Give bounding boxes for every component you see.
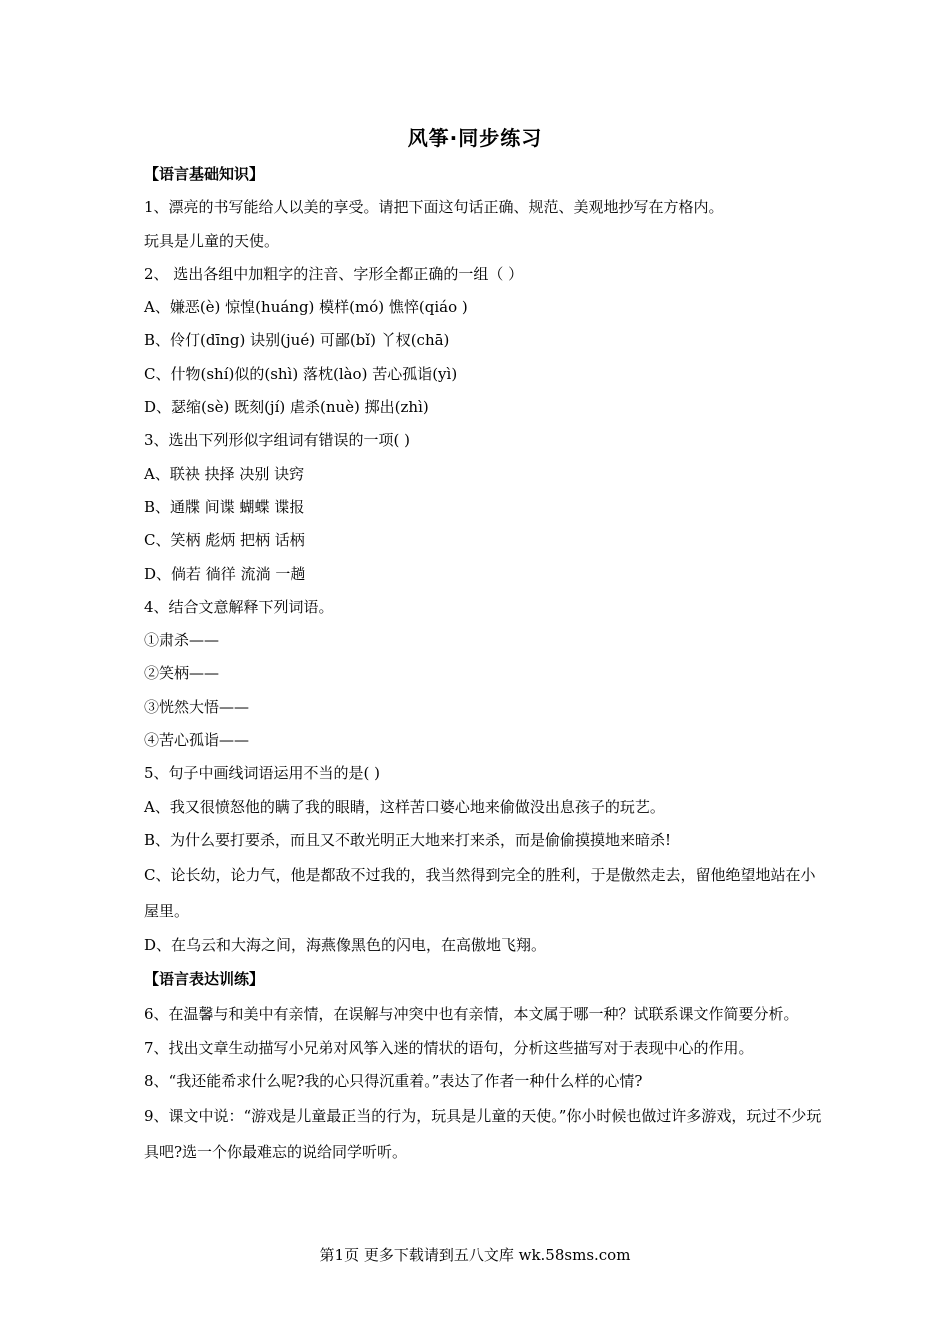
question-6: 6、在温馨与和美中有亲情，在误解与冲突中也有亲情，本文属于哪一种？试联系课文作简要分析。: [144, 1004, 799, 1023]
question-5-option-b: B、为什么要打要杀，而且又不敢光明正大地来打来杀，而是偷偷摸摸地来暗杀!: [144, 830, 672, 849]
document-body: [144, 158, 824, 1170]
question-2-option-c: C、什物(shí)似的(shì) 落枕(lào) 苦心孤诣(yì): [144, 364, 458, 383]
question-1-text: 玩具是儿童的天使。: [144, 231, 280, 250]
section-heading-expression: 【语言表达训练】: [144, 969, 265, 988]
question-4-item-2: ②笑柄——: [144, 664, 220, 683]
question-7: 7、找出文章生动描写小兄弟对风筝入迷的情状的语句，分析这些描写对于表现中心的作用。: [144, 1038, 754, 1057]
question-5: 5、句子中画线词语运用不当的是( ): [144, 764, 381, 783]
question-5-option-a: A、我又很愤怒他的瞒了我的眼睛，这样苦口婆心地来偷做没出息孩子的玩艺。: [144, 797, 665, 816]
question-3-option-a: A、联袂 抉择 决别 诀窍: [144, 464, 305, 483]
question-3-option-d: D、倘若 徜徉 流淌 一趟: [144, 564, 306, 583]
page-footer: 第1页 更多下载请到五八文库 wk.58sms.com: [319, 1246, 631, 1264]
question-4-item-4: ④苦心孤诣——: [144, 731, 250, 750]
question-1: 1、漂亮的书写能给人以美的享受。请把下面这句话正确、规范、美观地抄写在方格内。: [144, 198, 724, 217]
question-5-option-c: C、论长幼，论力气，他是都敌不过我的，我当然得到完全的胜利，于是傲然走去，留他绝望地站在小屋里。: [144, 866, 816, 921]
question-3-option-b: B、通牒 间谍 蝴蝶 谍报: [144, 497, 305, 516]
question-8: 8、“我还能希求什么呢?我的心只得沉重着。”表达了作者一种什么样的心情?: [144, 1072, 643, 1091]
question-5-option-d: D、在乌云和大海之间，海燕像黑色的闪电，在高傲地飞翔。: [144, 936, 547, 955]
question-3-option-c: C、笑柄 彪炳 把柄 话柄: [144, 531, 305, 550]
question-2-option-b: B、伶仃(dīng) 诀别(jué) 可鄙(bǐ) 丫杈(chā): [144, 331, 450, 350]
question-4-item-3: ③恍然大悟——: [144, 697, 250, 716]
question-9: 9、课文中说：“游戏是儿童最正当的行为，玩具是儿童的天使。”你小时候也做过许多游戏，玩过不少玩具吧?选一个你最难忘的说给同学听听。: [144, 1107, 822, 1162]
question-4: 4、结合文意解释下列词语。: [144, 597, 334, 616]
question-2-option-d: D、瑟缩(sè) 既刻(jí) 虐杀(nuè) 掷出(zhì): [144, 398, 429, 417]
section-heading-basic: 【语言基础知识】: [144, 165, 265, 183]
question-3: 3、选出下列形似字组词有错误的一项( ): [144, 431, 411, 450]
question-4-item-1: ①肃杀——: [144, 631, 220, 650]
question-2: 2、 选出各组中加粗字的注音、字形全都正确的一组（ ）: [144, 264, 524, 283]
question-2-option-a: A、嫌恶(è) 惊惶(huáng) 模样(mó) 憔悴(qiáo ): [144, 298, 468, 317]
page-title: 风筝·同步练习: [407, 126, 543, 150]
